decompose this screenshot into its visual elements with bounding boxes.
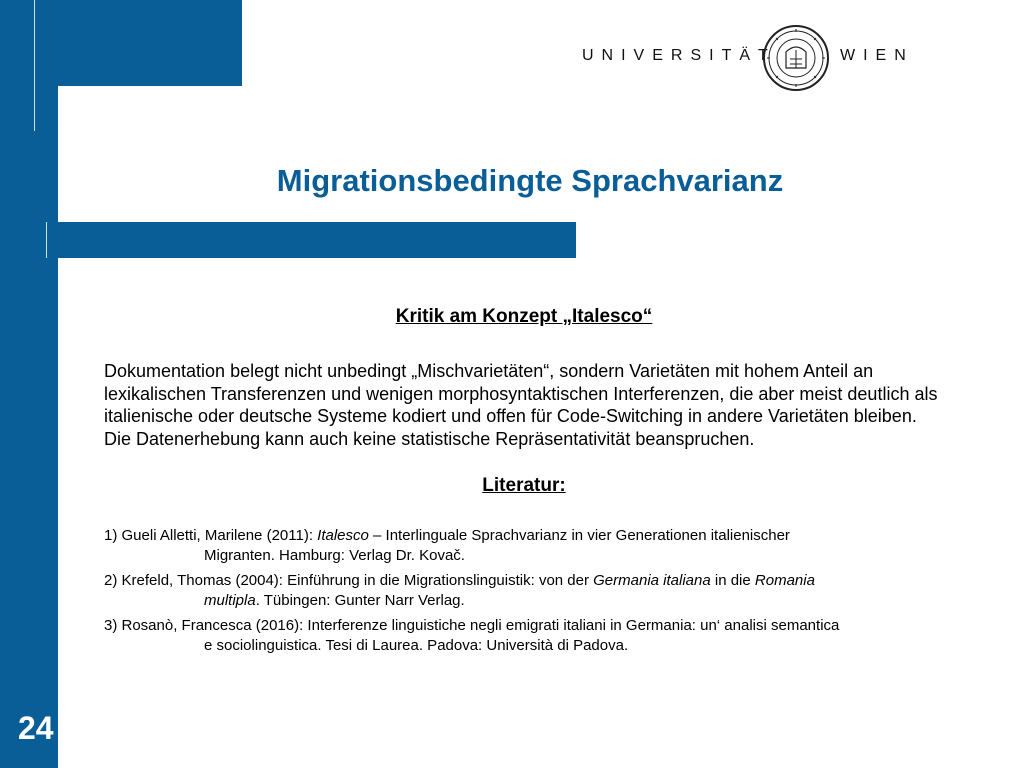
ref-text: 3) Rosanò, Francesca (2016): Interferenze linguistiche negli emigrati italiani in Germania: un‘ analisi semantica [104,617,840,634]
logo-word-left: UNIVERSITÄT [582,47,776,64]
ref-italic: multipla [204,592,256,609]
frame-thin-line [34,0,35,131]
ref-continuation [104,591,964,611]
reference-item [104,616,964,656]
ref-italic: Italesco [317,527,369,544]
logo-word-right: WIEN [840,47,914,64]
left-frame-bar [0,0,58,768]
university-seal-icon [762,24,830,92]
ref-text: . Tübingen: Gunter Narr Verlag. [255,592,465,609]
ref-text: 2) Krefeld, Thomas (2004): Einführung in die Migrationslinguistik: von der [104,572,594,589]
title-underline-bar [18,222,576,258]
slide-number: 24 [18,710,54,746]
ref-text: in die [710,572,755,589]
ref-continuation: e sociolinguistica. Tesi di Laurea. Padova: Università di Padova. [204,637,629,654]
ref-text: – Interlinguale Sprachvarianz in vier Generationen italienischer [368,527,790,544]
body-paragraph: Dokumentation belegt nicht unbedingt „Mischvarietäten“, sondern Varietäten mit hohem Anteil an lexikalischen Transferenzen und wenigen morphosyntaktischen Interferenzen, die aber meist deutlich als italienische oder deutsche Systeme kodiert und offen für Code-Switching in andere Varietäten bleiben. Die Datenerhebung kann auch keine statistische Repräsentativität beanspruchen. [104,361,938,449]
section-subheading: Kritik am Konzept „Italesco“ [395,306,653,327]
reference-item [104,526,964,566]
ref-italic: Germania italiana [593,572,711,589]
frame-corner-curve [58,86,114,142]
reference-list [104,526,964,661]
ref-continuation: Migranten. Hamburg: Verlag Dr. Kovač. [204,547,465,564]
literature-heading: Literatur: [482,475,566,496]
page-title: Migrationsbedingte Sprachvarianz [276,163,784,198]
ref-italic: Romania [754,572,815,589]
reference-item [104,571,964,611]
top-frame-block [0,0,242,86]
title-bar-thin-line [46,222,47,258]
ref-text: 1) Gueli Alletti, Marilene (2011): [104,527,318,544]
